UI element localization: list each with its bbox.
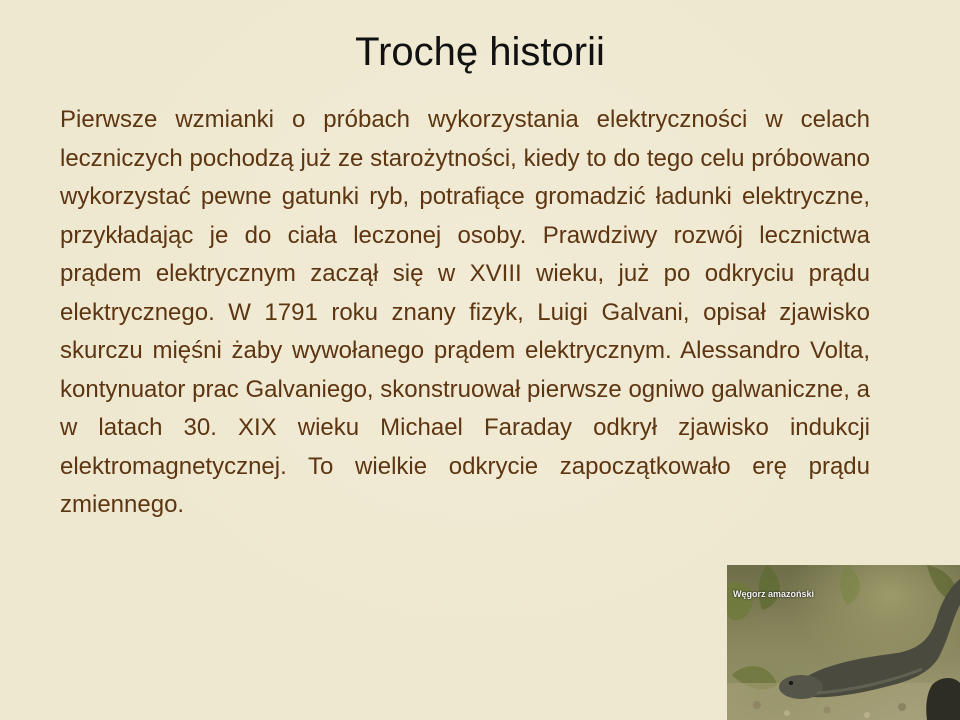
photo-caption: Węgorz amazoński xyxy=(733,589,815,599)
slide-body-paragraph: Pierwsze wzmianki o próbach wykorzystania elektryczności w celach leczniczych pochodzą już ze starożytności, kiedy to do tego celu próbowano wykorzystać pewne gatunki ryb, potrafiące gromadzić ładunki elektryczne, przykładając je do ciała leczonej osoby. Prawdziwy rozwój lecznictwa prądem elektrycznym zaczął się w XVIII wieku, już po odkryciu prądu elektrycznego. W 1791 roku znany fizyk, Luigi Galvani, opisał zjawisko skurczu mięśni żaby wywołanego prądem elektrycznym. Alessandro Volta, kontynuator prac Galvaniego, skonstruował pierwsze ogniwo galwaniczne, a w latach 30. XIX wieku Michael Faraday odkrył zjawisko indukcji elektromagnetycznej. To wielkie odkrycie zapoczątkowało erę prądu zmiennego. xyxy=(60,106,870,518)
slide-title: Trochę historii xyxy=(355,30,605,74)
electric-eel-photo xyxy=(727,565,960,720)
